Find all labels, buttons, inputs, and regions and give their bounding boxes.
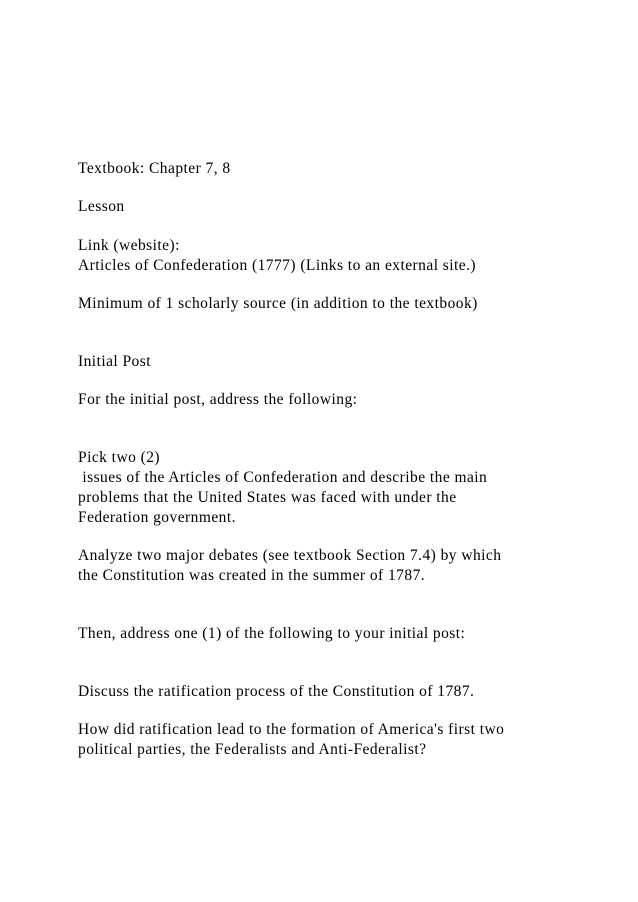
issues-line: issues of the Articles of Confederation and describe the main <box>78 469 488 486</box>
lesson-label: Lesson <box>78 198 125 215</box>
minimum-source-text: Minimum of 1 scholarly source (in addition to the textbook) <box>78 295 478 312</box>
link-label: Link (website): <box>78 237 180 254</box>
issues-line: problems that the United States was faced with under the <box>78 489 457 506</box>
pick-two-text: Pick two (2) <box>78 449 161 466</box>
textbook-reference: Textbook: Chapter 7, 8 <box>78 160 231 177</box>
articles-of-confederation-link[interactable]: Articles of Confederation (1777) (Links to an external site.) <box>78 257 477 274</box>
analyze-line: the Constitution was created in the summer of 1787. <box>78 567 426 584</box>
then-address-text: Then, address one (1) of the following to your initial post: <box>78 625 466 642</box>
how-did-line: political parties, the Federalists and Anti-Federalist? <box>78 741 427 758</box>
articles-link-line <box>78 256 476 276</box>
how-did-line: How did ratification lead to the formation of America's first two <box>78 721 505 738</box>
discuss-text: Discuss the ratification process of the Constitution of 1787. <box>78 683 475 700</box>
initial-post-heading: Initial Post <box>78 353 152 370</box>
issues-line: Federation government. <box>78 509 236 526</box>
analyze-line: Analyze two major debates (see textbook Section 7.4) by which <box>78 547 502 564</box>
initial-post-intro: For the initial post, address the following: <box>78 391 358 408</box>
